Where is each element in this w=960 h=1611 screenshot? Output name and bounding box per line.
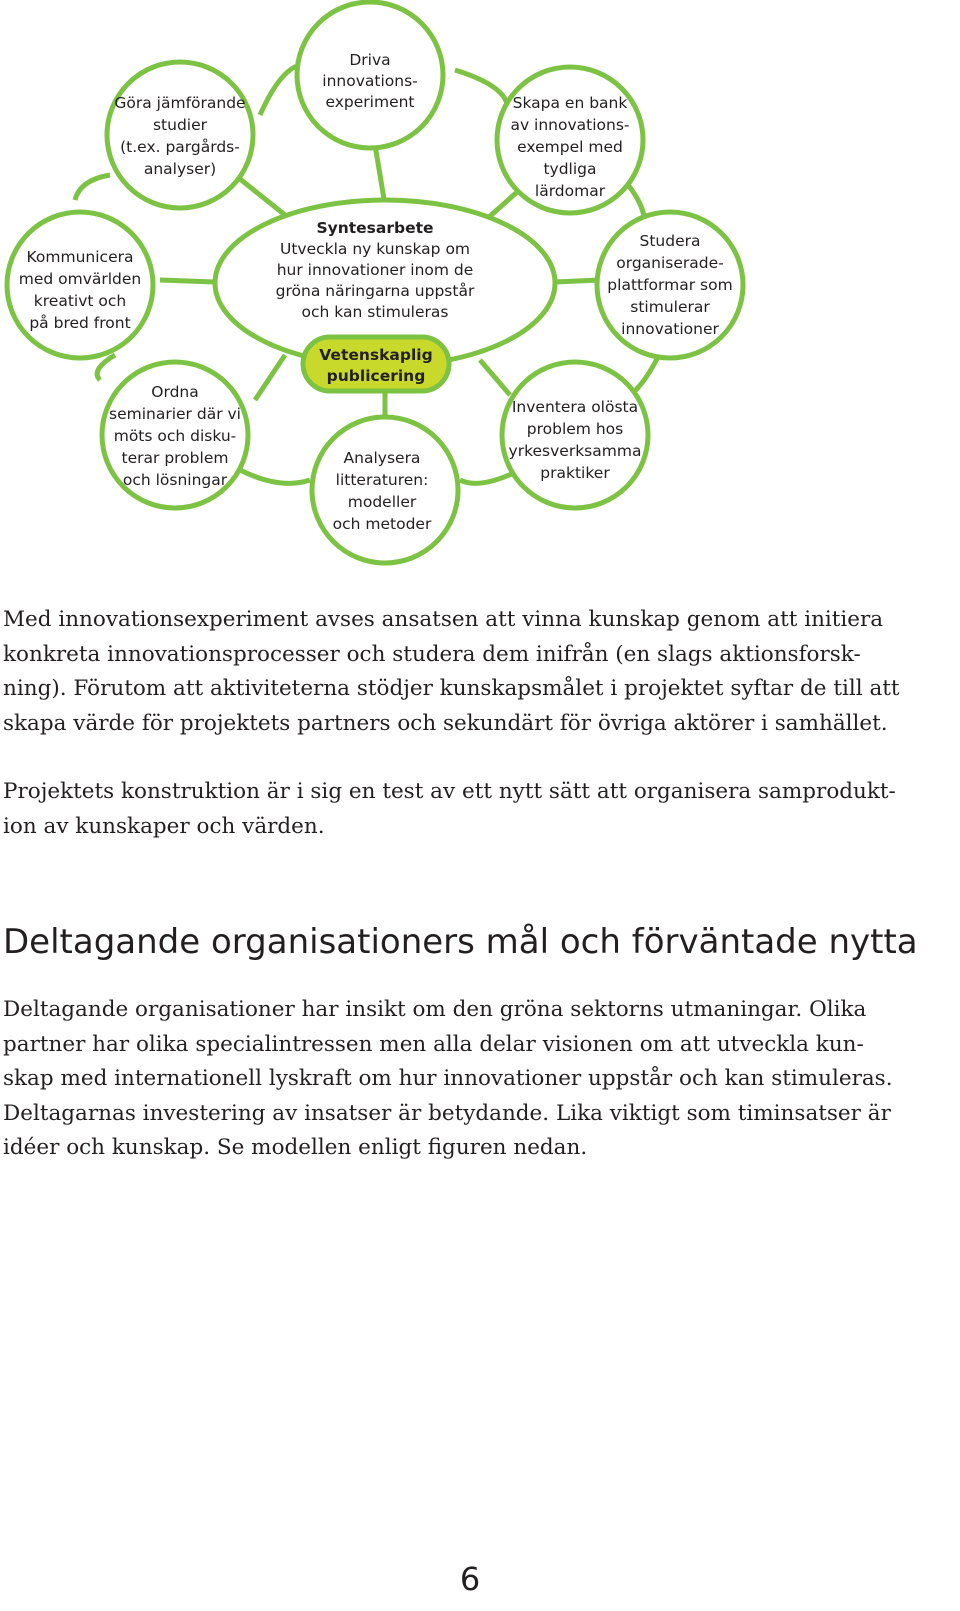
svg-text:terar problem: terar problem bbox=[121, 449, 229, 467]
svg-text:Göra jämförande: Göra jämförande bbox=[114, 94, 246, 112]
paragraph-line: Deltagande organisationer har insikt om den gröna sektorns utmaningar. Olika bbox=[3, 997, 867, 1022]
synthesis-line-1: Utveckla ny kunskap om bbox=[279, 240, 471, 258]
page-number: 6 bbox=[459, 1560, 481, 1598]
svg-text:studier: studier bbox=[152, 116, 208, 134]
svg-text:organiserade-: organiserade- bbox=[616, 254, 724, 272]
paragraph-innovation-experiments bbox=[3, 603, 939, 741]
svg-text:experiment: experiment bbox=[325, 93, 415, 111]
svg-text:yrkesverksamma: yrkesverksamma bbox=[508, 442, 642, 460]
synthesis-line-4: och kan stimuleras bbox=[301, 303, 449, 321]
svg-text:tydliga: tydliga bbox=[543, 160, 597, 178]
svg-text:och metoder: och metoder bbox=[332, 515, 432, 533]
svg-text:exempel med: exempel med bbox=[517, 138, 623, 156]
paragraph-line: skap med internationell lyskraft om hur innovationer uppstår och kan stimuleras. bbox=[3, 1066, 893, 1091]
svg-text:lärdomar: lärdomar bbox=[534, 182, 606, 200]
svg-text:innovationer: innovationer bbox=[621, 320, 719, 338]
svg-text:Studera: Studera bbox=[639, 232, 701, 250]
svg-text:(t.ex. pargårds-: (t.ex. pargårds- bbox=[120, 138, 240, 156]
node-gora bbox=[107, 62, 253, 208]
svg-text:stimulerar: stimulerar bbox=[630, 298, 710, 316]
svg-text:analyser): analyser) bbox=[143, 160, 217, 178]
node-skapa bbox=[497, 67, 643, 213]
paragraph-line: ning). Förutom att aktiviteterna stödjer kunskapsmålet i projektet syftar de till att bbox=[3, 676, 900, 701]
node-inventera bbox=[502, 362, 648, 508]
svg-text:Driva: Driva bbox=[349, 51, 391, 69]
node-analysera bbox=[312, 417, 458, 563]
paragraph-participating-organisations bbox=[3, 993, 939, 1166]
paragraph-line: partner har olika specialintressen men alla delar visionen om att utveckla kun- bbox=[3, 1031, 864, 1057]
paragraph-line: Projektets konstruktion är i sig en test av ett nytt sätt att organisera samprodukt- bbox=[3, 779, 896, 804]
synthesis-title: Syntesarbete bbox=[316, 219, 434, 237]
node-driva bbox=[297, 2, 443, 148]
paragraph-project-construction bbox=[3, 775, 939, 844]
svg-text:seminarier där vi: seminarier där vi bbox=[109, 405, 241, 423]
svg-text:möts och disku-: möts och disku- bbox=[113, 427, 237, 445]
svg-text:praktiker: praktiker bbox=[540, 464, 610, 482]
publication-line-1: Vetenskaplig bbox=[319, 346, 433, 364]
svg-text:innovations-: innovations- bbox=[322, 72, 418, 90]
synthesis-line-3: gröna näringarna uppstår bbox=[275, 282, 475, 300]
innovation-model-diagram bbox=[0, 0, 960, 580]
section-heading: Deltagande organisationers mål och förväntade nytta bbox=[3, 922, 918, 962]
svg-text:Skapa en bank: Skapa en bank bbox=[512, 94, 628, 112]
svg-text:med omvärlden: med omvärlden bbox=[18, 270, 142, 288]
svg-text:på bred front: på bred front bbox=[29, 314, 131, 332]
paragraph-line: ion av kunskaper och värden. bbox=[3, 813, 325, 839]
paragraph-line: Deltagarnas investering av insatser är betydande. Lika viktigt som timinsatser är bbox=[3, 1100, 891, 1126]
svg-text:Ordna: Ordna bbox=[151, 383, 199, 401]
synthesis-line-2: hur innovationer inom de bbox=[276, 261, 474, 279]
svg-text:plattformar som: plattformar som bbox=[607, 276, 733, 294]
publication-line-2: publicering bbox=[326, 367, 426, 385]
node-ordna bbox=[102, 362, 248, 508]
svg-text:Inventera olösta: Inventera olösta bbox=[511, 398, 639, 416]
paragraph-line: konkreta innovationsprocesser och studera dem inifrån (en slags aktionsforsk- bbox=[3, 641, 861, 667]
node-kommunicera bbox=[7, 212, 153, 358]
svg-text:kreativt och: kreativt och bbox=[33, 292, 127, 310]
svg-text:av innovations-: av innovations- bbox=[510, 116, 630, 134]
svg-text:och lösningar: och lösningar bbox=[122, 471, 228, 489]
paragraph-line: skapa värde för projektets partners och sekundärt för övriga aktörer i samhället. bbox=[3, 710, 888, 736]
svg-text:problem hos: problem hos bbox=[526, 420, 624, 438]
svg-text:Kommunicera: Kommunicera bbox=[26, 248, 134, 266]
svg-text:modeller: modeller bbox=[347, 493, 417, 511]
node-studera bbox=[597, 212, 743, 358]
svg-text:litteraturen:: litteraturen: bbox=[335, 471, 429, 489]
svg-text:Analysera: Analysera bbox=[343, 449, 421, 467]
paragraph-line: Med innovationsexperiment avses ansatsen att vinna kunskap genom att initiera bbox=[3, 607, 884, 632]
paragraph-line: idéer och kunskap. Se modellen enligt figuren nedan. bbox=[3, 1135, 588, 1160]
